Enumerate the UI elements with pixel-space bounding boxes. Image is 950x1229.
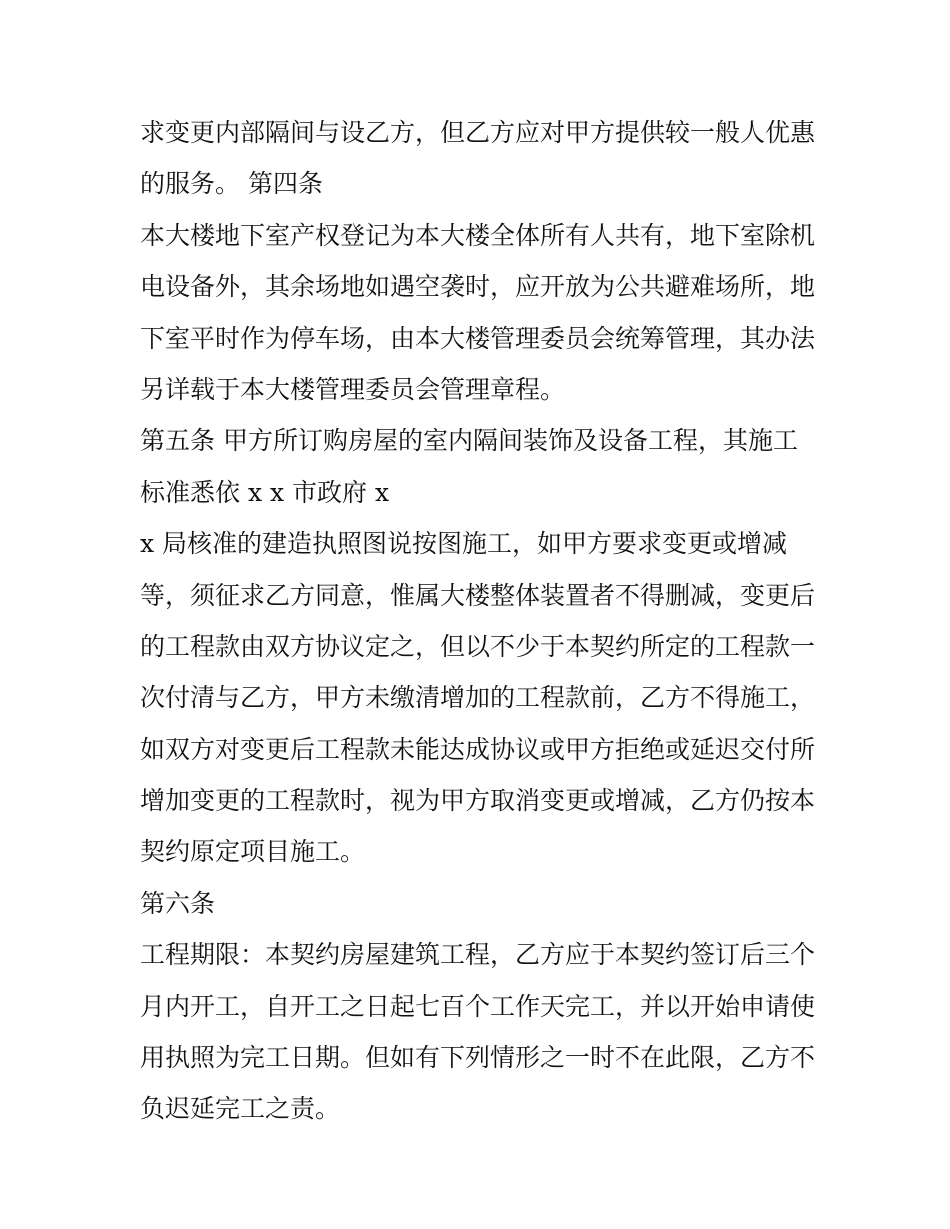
text-line: 契约原定项目施工。 <box>140 837 366 867</box>
text-line: 次付清与乙方，甲方未缴清增加的工程款前，乙方不得施工， <box>140 683 816 713</box>
text-line: 用执照为完工日期。但如有下列情形之一时不在此限，乙方不 <box>140 1043 816 1073</box>
text-line: 增加变更的工程款时，视为甲方取消变更或增减，乙方仍按本 <box>140 786 816 816</box>
text-line: 求变更内部隔间与设乙方，但乙方应对甲方提供较一般人优惠 <box>140 118 816 147</box>
text-line: 工程期限：本契约房屋建筑工程，乙方应于本契约签订后三个 <box>140 940 816 970</box>
text-line: 的服务。 第四条 <box>140 169 323 199</box>
text-line: 电设备外，其余场地如遇空袭时，应开放为公共避难场所，地 <box>140 272 816 302</box>
text-line: 的工程款由双方协议定之，但以不少于本契约所定的工程款一 <box>140 631 816 661</box>
text-line: 如双方对变更后工程款未能达成协议或甲方拒绝或延迟交付所 <box>140 734 816 764</box>
text-line: 第六条 <box>140 888 216 918</box>
text-line: 月内开工，自开工之日起七百个工作天完工，并以开始申请使 <box>140 991 816 1021</box>
text-line: 另详载于本大楼管理委员会管理章程。 <box>140 374 566 404</box>
text-line: 本大楼地下室产权登记为本大楼全体所有人共有，地下室除机 <box>140 220 816 250</box>
text-line: 标准悉依 x x 市政府 x <box>140 477 390 507</box>
text-line: 第五条 甲方所订购房屋的室内隔间装饰及设备工程，其施工 <box>140 426 798 456</box>
text-line: 下室平时作为停车场，由本大楼管理委员会统筹管理，其办法 <box>140 323 816 353</box>
text-line: 负迟延完工之责。 <box>140 1094 341 1124</box>
contract-text-body <box>140 107 820 1135</box>
text-line: x 局核准的建造执照图说按图施工，如甲方要求变更或增减 <box>140 529 788 559</box>
text-line: 等，须征求乙方同意，惟属大楼整体装置者不得删减，变更后 <box>140 580 816 610</box>
